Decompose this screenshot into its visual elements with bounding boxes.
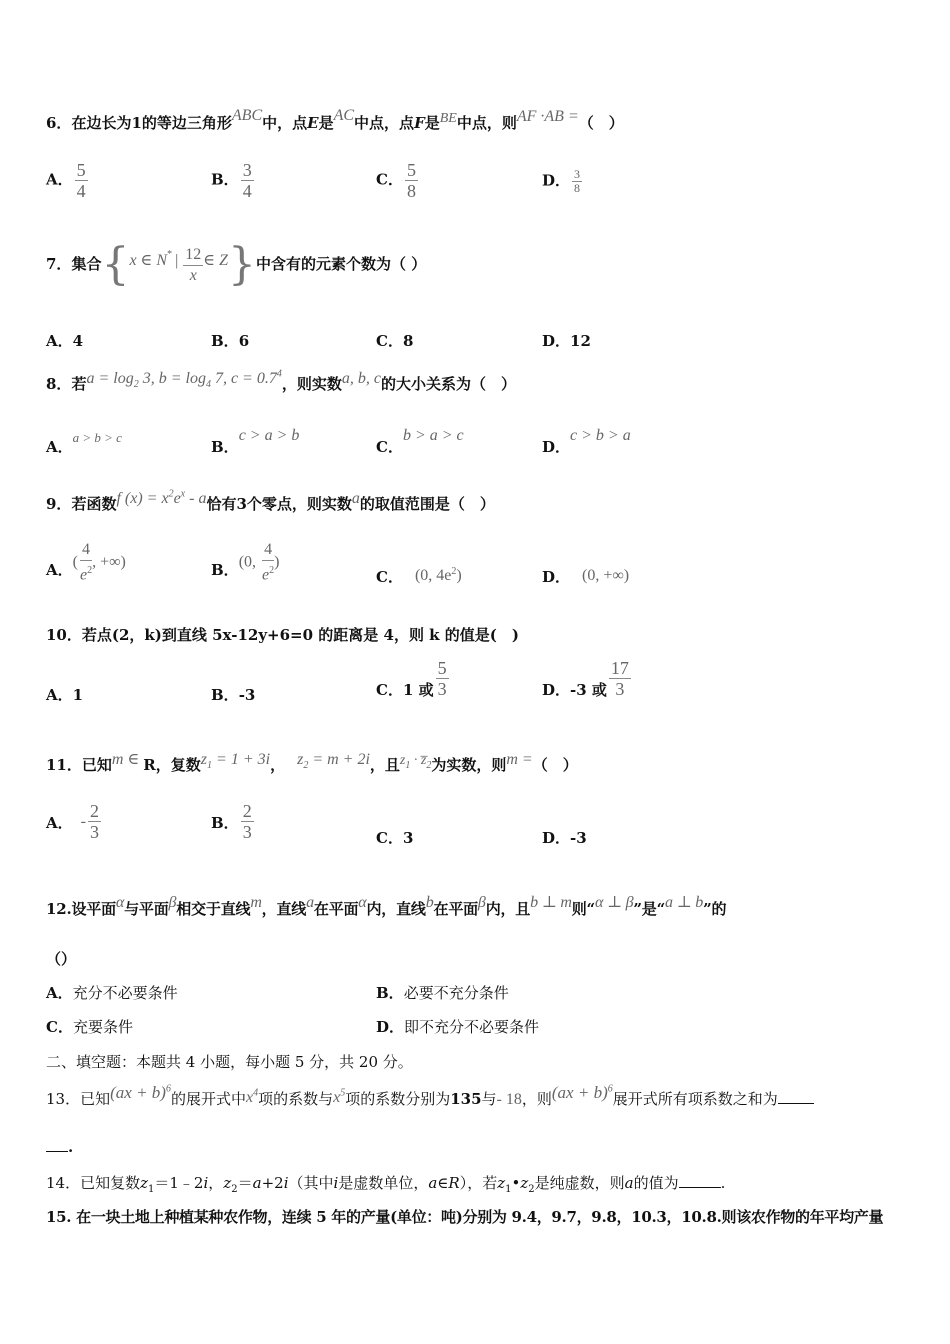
text: 内，且 [485, 900, 531, 918]
q9-option-c [376, 564, 462, 585]
option-label: A． [46, 438, 73, 456]
right-brace: } [228, 239, 257, 290]
math: ( [72, 553, 78, 571]
q9-option-d [542, 564, 629, 585]
math: a = log [86, 370, 134, 387]
option-text: c > b > a [570, 427, 631, 444]
math-x4 [246, 1089, 258, 1106]
math: e [79, 566, 88, 584]
denominator: x [189, 266, 197, 284]
text: 在边长为 [71, 114, 132, 132]
text: 中点，则 [456, 114, 517, 132]
text: 若 [71, 375, 87, 393]
numerator: 3 [574, 167, 581, 181]
denominator: 3 [615, 679, 625, 699]
math: · z̅ [410, 753, 427, 768]
text: R [448, 1174, 460, 1192]
math: x [180, 488, 186, 500]
question-number: 8． [46, 375, 72, 393]
denominator [262, 561, 274, 585]
text: 中含有的元素个数为（ ） [256, 255, 427, 273]
fraction [405, 160, 418, 201]
text: a [428, 1174, 438, 1192]
numerator: 4 [80, 540, 92, 561]
math: 2 [269, 565, 275, 576]
math-definitions [86, 368, 282, 391]
q6-option-a [46, 160, 88, 201]
option-text: -3 [238, 686, 256, 704]
math: 7, c = 0.7 [210, 370, 277, 387]
text: 与平面 [124, 900, 169, 918]
denominator: 3 [437, 679, 447, 699]
text: - 18 [496, 1091, 522, 1108]
text: 1 [148, 1184, 155, 1195]
text: 若函数 [71, 495, 117, 513]
math-function [116, 490, 206, 507]
q11-option-a [46, 801, 101, 842]
math: 2 [133, 379, 139, 391]
option-label: B． [211, 813, 239, 832]
option-label: B． [211, 686, 239, 704]
q11-option-d [542, 827, 587, 848]
fraction [609, 658, 631, 699]
text: 与 [481, 1090, 497, 1108]
question-12-paren: （） [46, 950, 77, 968]
text: （ ） [532, 756, 578, 774]
numerator: 2 [89, 801, 99, 821]
text: 中，点 [262, 114, 308, 132]
text: i [203, 1174, 209, 1192]
fraction [241, 160, 254, 201]
numerator: 12 [183, 245, 203, 266]
minus-sign: - [80, 812, 86, 830]
text: 的取值范围是（ ） [359, 495, 495, 513]
fraction [572, 168, 582, 195]
text: 135 [450, 1090, 482, 1108]
question-13 [46, 1083, 814, 1109]
q12-option-a [46, 982, 178, 1003]
question-number: 12. [46, 900, 72, 918]
text: ”是“ [633, 900, 666, 918]
text: 集合 [71, 255, 102, 273]
left-brace: { [101, 239, 130, 290]
numerator: 3 [242, 160, 252, 180]
math: = 1 + 3i [212, 751, 271, 768]
q12-option-c [46, 1016, 133, 1037]
text: 是 [424, 114, 440, 132]
q12-option-d [376, 1016, 539, 1037]
option-text: -3 [570, 829, 587, 847]
math: f (x) = x [116, 490, 169, 507]
math: z [200, 751, 208, 768]
math: 1 [405, 759, 411, 771]
text: （ ） [578, 114, 624, 132]
math: a [351, 490, 360, 507]
text: 设平面 [71, 900, 116, 918]
text: • [511, 1174, 521, 1192]
math: (0, [238, 553, 261, 571]
text: 已知复数 [80, 1174, 141, 1192]
text: ，且 [369, 756, 400, 774]
option-label: D． [542, 829, 571, 847]
text: 内，直线 [366, 900, 426, 918]
text: a [624, 1174, 634, 1192]
text: 是 [318, 114, 334, 132]
math: 2 [426, 759, 432, 771]
question-12 [46, 894, 727, 919]
q9-option-a [46, 540, 126, 585]
math-ac: AC [333, 107, 355, 124]
text: 项的系数与 [258, 1090, 334, 1108]
option-text: 必要不充分条件 [403, 984, 509, 1002]
q8-option-b [211, 424, 300, 456]
option-label: D． [376, 1018, 405, 1036]
text: 在平面 [313, 900, 359, 918]
math: b [425, 894, 434, 911]
option-text: 充分不必要条件 [72, 984, 178, 1002]
math-product [399, 753, 432, 771]
option-label: D． [542, 568, 571, 586]
text: . [68, 1138, 74, 1156]
math-binomial [110, 1083, 171, 1102]
question-14 [46, 1172, 725, 1195]
math: (ax + b) [551, 1083, 608, 1102]
math: z [399, 753, 406, 768]
math-binomial [552, 1083, 613, 1102]
text: 的大小关系为（ ） [380, 375, 516, 393]
text: ，则 [521, 1090, 552, 1108]
math-abc: ABC [231, 107, 263, 124]
option-label: C． [376, 829, 403, 847]
math: 2 [87, 565, 93, 576]
option-label: C． [376, 438, 403, 456]
text: i [283, 1174, 289, 1192]
option-text: 6 [238, 332, 250, 350]
fraction [80, 540, 92, 585]
option-label: A． [46, 686, 73, 704]
math: * [167, 249, 173, 260]
math: = m + 2i [308, 751, 370, 768]
text: E [307, 114, 319, 132]
math: (0, +∞) [582, 567, 630, 584]
question-6 [46, 107, 624, 133]
text: ， [270, 756, 286, 774]
math: 4 [276, 368, 282, 380]
text: . [720, 1174, 726, 1192]
text: ，则实数 [281, 375, 342, 393]
q10-option-d [542, 658, 631, 699]
option-label: B． [211, 332, 239, 350]
math: 4 [205, 379, 211, 391]
text: 在平面 [433, 900, 478, 918]
math-dot-product: AF ·AB = [516, 108, 579, 125]
fraction [183, 245, 203, 286]
option-label: C． [46, 1018, 73, 1036]
option-text: -3 或 [570, 680, 607, 699]
option-label: A． [46, 813, 73, 832]
option-label: A． [46, 170, 73, 189]
answer-blank[interactable] [46, 1151, 68, 1152]
denominator: 8 [574, 181, 581, 195]
math: | [175, 252, 179, 269]
math: ) [456, 567, 462, 584]
math: α [115, 894, 125, 911]
math: - a [185, 490, 207, 507]
section-heading: 二、填空题：本题共 4 小题，每小题 5 分，共 20 分。 [46, 1053, 413, 1071]
option-text: 4 [72, 332, 84, 350]
denominator: 4 [76, 181, 86, 201]
denominator: 3 [89, 822, 99, 842]
option-text: 1 或 [402, 680, 434, 699]
q11-option-b [211, 801, 254, 842]
math: β [168, 894, 177, 911]
q7-option-b [211, 330, 249, 351]
option-label: A． [46, 560, 73, 579]
text: 2 [231, 1184, 238, 1195]
math: α ⊥ β [594, 894, 634, 911]
option-text: 8 [402, 332, 414, 350]
question-number: 14． [46, 1174, 81, 1192]
q8-option-d [542, 424, 631, 456]
math: 2 [451, 566, 457, 577]
q8-option-c [376, 424, 464, 456]
math: e [173, 490, 181, 507]
text: 展开式所有项系数之和为 [612, 1090, 778, 1108]
answer-blank[interactable] [679, 1187, 721, 1188]
math-be: BE [439, 111, 457, 126]
text: 的展开式中 [170, 1090, 246, 1108]
text: +2 [261, 1174, 284, 1192]
question-number: 11． [46, 756, 82, 774]
text: （其中 [288, 1174, 334, 1192]
math: 2 [303, 760, 309, 772]
text: 3 [236, 495, 247, 513]
q6-option-c [376, 160, 418, 201]
text: z [520, 1174, 529, 1192]
math: b ⊥ m [530, 894, 572, 911]
option-label: A． [46, 984, 73, 1002]
text: 已知 [81, 756, 112, 774]
fraction [436, 658, 449, 699]
fraction [262, 540, 274, 585]
q7-option-d [542, 330, 591, 351]
math-z1 [200, 751, 271, 772]
math: (0, 4e [414, 567, 452, 584]
option-text: 3 [402, 829, 414, 847]
math-z2 [297, 751, 370, 772]
text: z [140, 1174, 149, 1192]
math: x [245, 1089, 254, 1106]
text: z [497, 1174, 506, 1192]
question-number: 9． [46, 495, 72, 513]
numerator: 5 [437, 658, 447, 678]
text: R [143, 756, 156, 774]
option-text: 1 [72, 686, 84, 704]
text: 是纯虚数，则 [534, 1174, 625, 1192]
option-text: 12 [570, 332, 591, 350]
math: , +∞) [92, 553, 126, 571]
math: a, b, c [341, 370, 381, 387]
option-text: 充要条件 [72, 1018, 133, 1036]
text: 恰有 [206, 495, 237, 513]
text: 已知 [80, 1090, 111, 1108]
math: 5 [340, 1087, 346, 1099]
text: 的值为 [633, 1174, 679, 1192]
fraction [75, 160, 88, 201]
math: ) [274, 553, 280, 571]
text: 的等边三角形 [141, 114, 232, 132]
option-label: C． [376, 568, 403, 586]
math: β [477, 894, 486, 911]
option-label: B． [211, 438, 239, 456]
math: (ax + b) [110, 1083, 166, 1102]
numerator: 17 [610, 658, 629, 678]
math: m = [506, 751, 533, 768]
text: ”的 [703, 900, 727, 918]
fraction [241, 801, 254, 842]
text: F [414, 114, 425, 132]
text: z [223, 1174, 232, 1192]
text: 个零点，则实数 [246, 495, 352, 513]
math: z [297, 751, 304, 768]
math: α [358, 894, 367, 911]
text: 为实数，则 [431, 756, 507, 774]
q6-option-b [211, 160, 254, 201]
text: a [252, 1174, 262, 1192]
option-label: C． [376, 680, 403, 699]
question-13-cont [46, 1138, 73, 1156]
text: 中点，点 [354, 114, 415, 132]
numerator: 2 [242, 801, 252, 821]
option-label: D． [542, 680, 571, 699]
math: x [333, 1089, 341, 1106]
option-label: B． [211, 560, 239, 579]
q9-option-b [211, 540, 279, 585]
numerator: 4 [262, 540, 274, 561]
question-number: 13． [46, 1090, 81, 1108]
option-label: B． [211, 170, 239, 189]
text: ∈ [437, 1174, 449, 1192]
numerator: 5 [76, 160, 86, 180]
math: m [250, 894, 262, 911]
question-15: 15. 在一块土地上种植某种农作物，连续 5 年的产量(单位：吨)分别为 9.4，9.7，9.8，10.3，10.8.则该农作物的年平均产量 [46, 1208, 884, 1226]
answer-blank[interactable] [778, 1103, 814, 1104]
option-text: c > a > b [238, 427, 300, 444]
q7-option-a [46, 330, 83, 351]
text: 2 [528, 1184, 535, 1195]
q10-option-a [46, 684, 83, 705]
text: ，直线 [261, 900, 307, 918]
question-7 [46, 239, 427, 290]
q7-option-c [376, 330, 413, 351]
text: 则“ [571, 900, 595, 918]
math: ∈ Z [203, 252, 229, 269]
math: e [262, 566, 270, 584]
option-label: C． [376, 332, 403, 350]
math: 1 [207, 760, 213, 772]
q12-option-b [376, 982, 509, 1003]
denominator: 4 [242, 181, 252, 201]
option-text: 即不充分不必要条件 [404, 1018, 540, 1036]
text: ， [208, 1174, 224, 1192]
question-number: 7． [46, 255, 72, 273]
option-label: D． [542, 171, 571, 190]
question-9 [46, 488, 495, 514]
q8-option-a [46, 426, 122, 456]
text: ，复数 [155, 756, 201, 774]
text: ＝ [237, 1174, 253, 1192]
option-text: b > a > c [402, 427, 464, 444]
option-label: D． [542, 438, 571, 456]
q6-option-d [542, 168, 582, 195]
math-x5 [333, 1089, 345, 1106]
math: x ∈ N [129, 252, 168, 269]
option-label: D． [542, 332, 571, 350]
denominator: 8 [406, 181, 416, 201]
question-8 [46, 368, 516, 396]
text: ），若 [459, 1174, 498, 1192]
math: m ∈ [111, 751, 144, 768]
math: 6 [165, 1083, 171, 1095]
denominator: 3 [242, 822, 252, 842]
q10-option-b [211, 684, 255, 705]
text: 相交于直线 [176, 900, 251, 918]
question-10: 10．若点(2，k)到直线 5x-12y+6=0 的距离是 4，则 k 的值是( ) [46, 626, 519, 644]
math: 3, b = log [138, 370, 206, 387]
text: 1 [505, 1184, 512, 1195]
option-label: A． [46, 332, 73, 350]
math: a ⊥ b [665, 894, 704, 911]
math: 4 [253, 1087, 259, 1099]
text: i [333, 1174, 339, 1192]
option-text: a > b > c [72, 430, 122, 445]
fraction [88, 801, 101, 842]
question-11 [46, 751, 578, 777]
text: 是虚数单位， [338, 1174, 429, 1192]
math: 2 [168, 488, 174, 500]
text: 项的系数分别为 [345, 1090, 451, 1108]
math: 6 [607, 1083, 613, 1095]
option-label: C． [376, 170, 403, 189]
question-number: 6． [46, 114, 72, 132]
q10-option-c [376, 658, 449, 699]
text: ＝1﹣2 [154, 1174, 204, 1192]
option-label: B． [376, 984, 404, 1002]
text: 1 [131, 114, 142, 132]
numerator: 5 [406, 160, 416, 180]
q11-option-c [376, 827, 413, 848]
denominator [80, 561, 92, 585]
math: a [306, 894, 314, 911]
